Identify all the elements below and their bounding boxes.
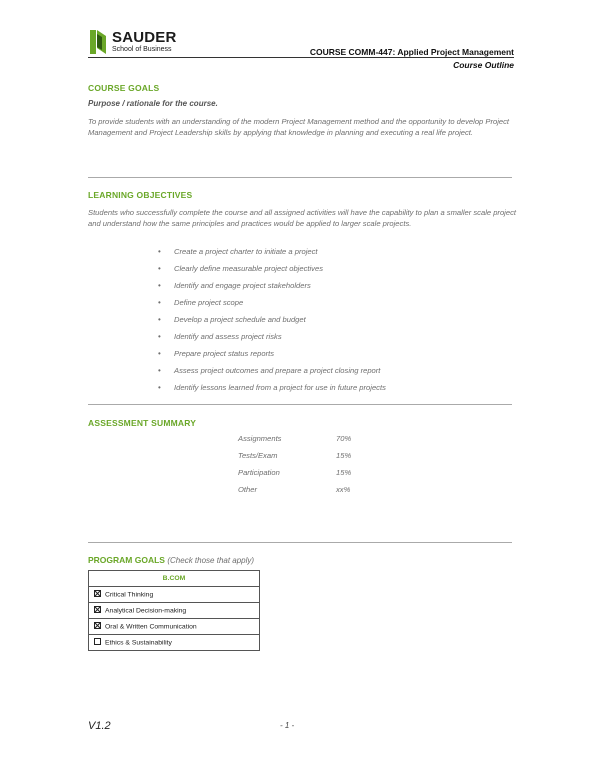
assessment-row [238,485,378,502]
bullet-icon: • [158,366,161,375]
course-goals-heading: COURSE GOALS [88,83,160,93]
assessment-table [238,434,378,502]
list-item: • Identify lessons learned from a project for use in future projects [158,383,386,392]
assessment-label: Other [238,485,257,494]
document-version: V1.2 [88,720,111,732]
table-row [89,587,260,603]
bullet-icon: • [158,349,161,358]
program-goals-table [88,570,260,651]
list-item: • Prepare project status reports [158,349,275,358]
list-item: • Develop a project schedule and budget [158,315,306,324]
section-divider [88,542,512,543]
list-item: • Assess project outcomes and prepare a project closing report [158,366,381,375]
table-header: B.COM [89,571,260,587]
document-type: Course Outline [453,60,514,70]
checkbox-checked-icon[interactable] [94,590,101,597]
assessment-row [238,451,378,468]
assessment-summary-heading: ASSESSMENT SUMMARY [88,418,197,428]
checkbox-unchecked-icon[interactable] [94,638,101,645]
checkbox-checked-icon[interactable] [94,622,101,629]
program-goal-cell [89,587,260,603]
assessment-label: Tests/Exam [238,451,278,460]
sauder-logo-icon [90,30,106,54]
list-item: • Identify and engage project stakeholders [158,281,311,290]
logo-name: SAUDER [112,29,177,46]
assessment-value: xx% [336,485,351,494]
assessment-row [238,468,378,485]
assessment-value: 70% [336,434,352,443]
assessment-value: 15% [336,451,352,460]
bullet-icon: • [158,383,161,392]
bullet-icon: • [158,281,161,290]
learning-objectives-list [158,246,386,399]
course-title: COURSE COMM-447: Applied Project Management [309,47,514,57]
bullet-icon: • [158,264,161,273]
bullet-icon: • [158,315,161,324]
header-rule [88,57,514,58]
program-goals-title: PROGRAM GOALS [88,555,165,565]
program-goal-cell [89,635,260,651]
program-goal-label: Oral & Written Communication [105,623,197,631]
assessment-label: Assignments [238,434,282,443]
course-goals-text: To provide students with an understanding of the modern Project Management method and the opportunity to develop Project Management and Project Leadership skills by applying that knowledge in planning and executing a real life project. [88,117,510,137]
list-item: • Define project scope [158,298,244,307]
program-goals-note: (Check those that apply) [167,556,255,565]
bullet-icon: • [158,332,161,341]
program-goals-heading [88,555,254,565]
table-row [89,619,260,635]
section-divider [88,404,512,405]
program-goal-cell [89,603,260,619]
program-goal-cell [89,619,260,635]
table-header-row [89,571,260,587]
bullet-icon: • [158,247,161,256]
checkbox-checked-icon[interactable] [94,606,101,613]
learning-objectives-intro: Students who successfully complete the course and all assigned activities will have the capability to plan a smaller scale project and understand how the same principles and practices would be applied to larger scale projects. [88,208,517,228]
program-goal-label: Analytical Decision-making [105,607,187,615]
assessment-label: Participation [238,468,280,477]
learning-objectives-heading: LEARNING OBJECTIVES [88,190,193,200]
program-goal-label: Ethics & Sustainability [105,639,172,647]
assessment-value: 15% [336,468,352,477]
section-divider [88,177,512,178]
list-item: • Identify and assess project risks [158,332,282,341]
assessment-row [238,434,378,451]
page-number: - 1 - [280,721,295,730]
table-row [89,635,260,651]
sauder-logo [90,30,190,56]
list-item: • Clearly define measurable project objectives [158,264,323,273]
table-row [89,603,260,619]
bullet-icon: • [158,298,161,307]
list-item: • Create a project charter to initiate a project [158,247,318,256]
program-goal-label: Critical Thinking [105,591,154,599]
course-goals-subtitle: Purpose / rationale for the course. [88,99,218,108]
logo-subtitle: School of Business [112,46,172,53]
